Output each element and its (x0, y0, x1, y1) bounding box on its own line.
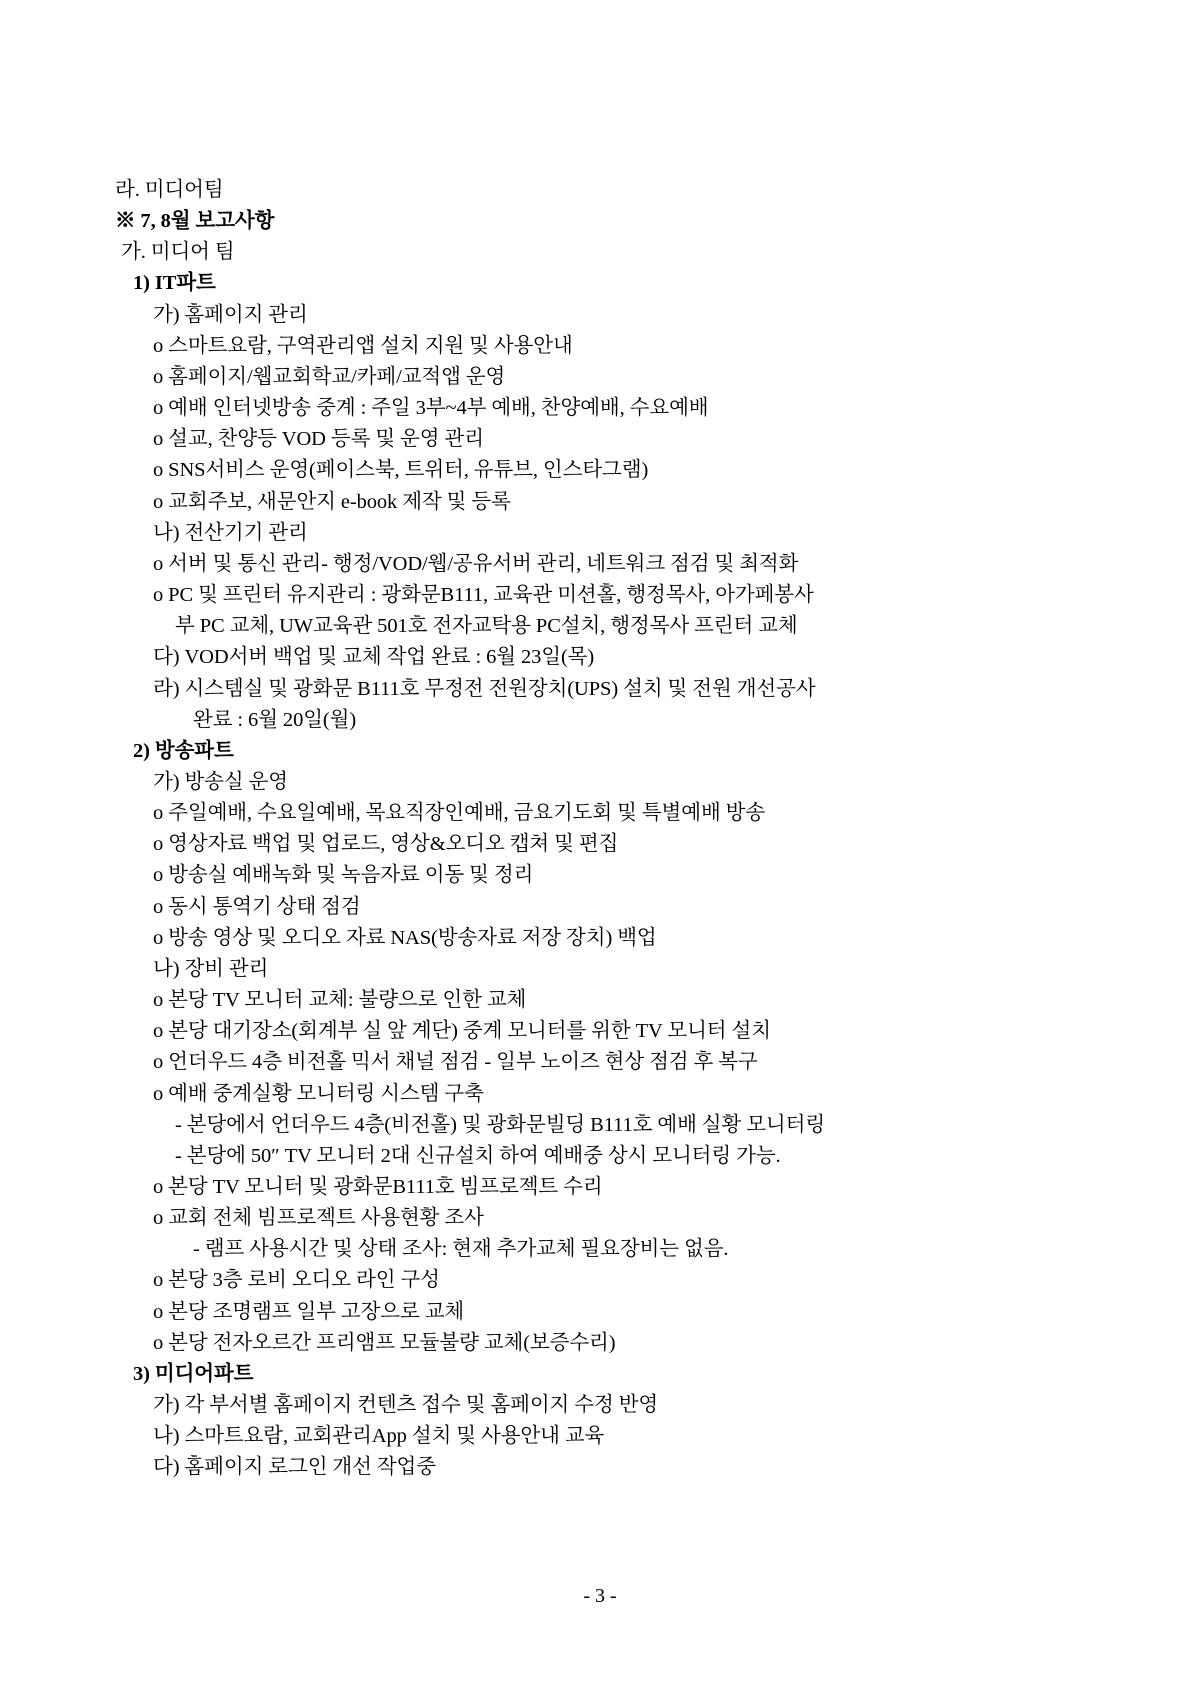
document-line: o 영상자료 백업 및 업로드, 영상&오디오 캡쳐 및 편집 (153, 833, 619, 856)
document-line: o 예배 중계실황 모니터링 시스템 구축 (153, 1082, 484, 1105)
document-line: 다) VOD서버 백업 및 교체 작업 완료 : 6월 23일(목) (153, 646, 595, 669)
document-line: o 방송 영상 및 오디오 자료 NAS(방송자료 저장 장치) 백업 (153, 926, 657, 949)
document-line: 나) 전산기기 관리 (153, 521, 308, 544)
document-line: 부 PC 교체, UW교육관 501호 전자교탁용 PC설치, 행정목사 프린터 교체 (175, 615, 798, 638)
document-line: 완료 : 6월 20일(월) (193, 708, 357, 731)
document-line: o 교회 전체 빔프로젝트 사용현황 조사 (153, 1207, 484, 1230)
document-line: 다) 홈페이지 로그인 개선 작업중 (153, 1456, 436, 1479)
document-line: o 본당 조명램프 일부 고장으로 교체 (153, 1300, 465, 1323)
document-line: 가) 방송실 운영 (153, 770, 288, 793)
document-line: 3) 미디어파트 (133, 1362, 254, 1385)
document-line: ※ 7, 8월 보고사항 (115, 210, 275, 233)
document-line: 가) 홈페이지 관리 (153, 303, 308, 326)
document-line: 나) 장비 관리 (153, 957, 269, 980)
document-line: 나) 스마트요람, 교회관리App 설치 및 사용안내 교육 (153, 1425, 605, 1448)
document-line: 가) 각 부서별 홈페이지 컨텐츠 접수 및 홈페이지 수정 반영 (153, 1394, 659, 1417)
document-line: o 본당 TV 모니터 및 광화문B111호 빔프로젝트 수리 (153, 1176, 603, 1198)
document-line: 가. 미디어 팀 (121, 241, 235, 264)
document-line: 라) 시스템실 및 광화문 B111호 무정전 전원장치(UPS) 설치 및 전원 개선공사 (153, 677, 816, 700)
document-line: o 주일예배, 수요일예배, 목요직장인예배, 금요기도회 및 특별예배 방송 (153, 802, 766, 825)
document-line: - 본당에 50″ TV 모니터 2대 신규설치 하여 예배중 상시 모니터링 가능. (175, 1144, 781, 1167)
document-line: o SNS서비스 운영(페이스북, 트위터, 유튜브, 인스타그램) (153, 459, 649, 482)
document-line: 2) 방송파트 (133, 739, 234, 762)
document-line: - 본당에서 언더우드 4층(비전홀) 및 광화문빌딩 B111호 예배 실황 모니터링 (175, 1113, 826, 1136)
document-line: 라. 미디어팀 (115, 179, 224, 201)
document-line: o 본당 TV 모니터 교체: 불량으로 인한 교체 (153, 989, 527, 1012)
document-line: o PC 및 프린터 유지관리 : 광화문B111, 교육관 미션홀, 행정목사, 아가페봉사 (153, 584, 814, 607)
document-line: o 동시 통역기 상태 점검 (153, 895, 361, 918)
document-line: o 본당 3층 로비 오디오 라인 구성 (153, 1269, 440, 1292)
document-body (115, 175, 1085, 1484)
document-line: - 램프 사용시간 및 상태 조사: 현재 추가교체 필요장비는 없음. (193, 1238, 729, 1261)
document-line: o 방송실 예배녹화 및 녹음자료 이동 및 정리 (153, 864, 534, 887)
document-line: o 언더우드 4층 비전홀 믹서 채널 점검 - 일부 노이즈 현상 점검 후 복구 (153, 1051, 758, 1074)
document-line: o 서버 및 통신 관리- 행정/VOD/웹/공유서버 관리, 네트워크 점검 및 최적화 (153, 552, 799, 575)
document-line: o 본당 전자오르간 프리앰프 모듈불량 교체(보증수리) (153, 1331, 616, 1354)
page-number: - 3 - (583, 1585, 617, 1607)
document-line: o 교회주보, 새문안지 e-book 제작 및 등록 (153, 490, 511, 513)
document-line: o 예배 인터넷방송 중계 : 주일 3부~4부 예배, 찬양예배, 수요예배 (153, 397, 709, 420)
document-line: o 설교, 찬양등 VOD 등록 및 운영 관리 (153, 428, 484, 451)
document-line: o 본당 대기장소(회계부 실 앞 계단) 중계 모니터를 위한 TV 모니터 설치 (153, 1020, 771, 1043)
document-line: 1) IT파트 (133, 272, 216, 295)
document-line: o 홈페이지/웹교회학교/카페/교적앱 운영 (153, 365, 506, 388)
document-line: o 스마트요람, 구역관리앱 설치 지원 및 사용안내 (153, 334, 573, 357)
